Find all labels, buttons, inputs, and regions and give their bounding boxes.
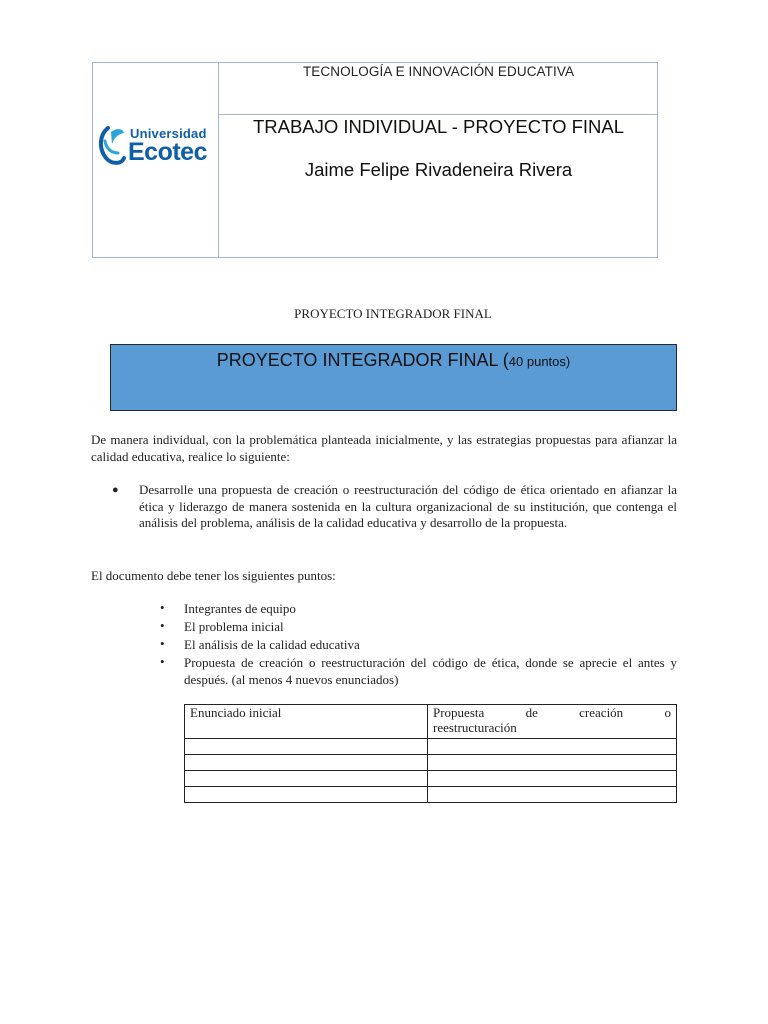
table-cell[interactable] [428,739,677,755]
bullet-dot-icon: • [160,654,165,669]
list-item: Integrantes de equipo [184,601,296,616]
list-item: El problema inicial [184,619,284,634]
table-row [185,771,677,787]
banner-title [110,350,677,371]
table-cell[interactable] [428,755,677,771]
header-divider-horizontal [218,114,658,115]
table-cell[interactable] [428,771,677,787]
table-header-initial: Enunciado inicial [185,705,428,739]
table-cell[interactable] [428,787,677,803]
list-item: Propuesta de creación o reestructuración del código de ética, donde se aprecie el antes y después. (al menos 4 nuevos enunciados) [184,655,677,687]
list-item: El análisis de la calidad educativa [184,637,360,652]
table-row [185,739,677,755]
table-cell[interactable] [185,739,428,755]
table-header-proposal-line2: reestructuración [433,720,517,735]
document-points-intro: El documento debe tener los siguientes puntos: [91,568,336,583]
logo-line-universidad: Universidad [130,126,207,141]
statements-table [184,704,677,803]
bullet-dot-icon: • [160,636,165,651]
course-name: TECNOLOGÍA E INNOVACIÓN EDUCATIVA [302,64,575,79]
main-task-bullet: Desarrolle una propuesta de creación o reestructuración del código de ética orientado en afianzar la ética y liderazgo de manera sostenida en la cultura organizacional de su institución, que contenga el análisis del problema, análisis de la calidad educativa y desarrollo de la propuesta. [139,482,677,530]
logo-line-ecotec: Ecotec [128,138,207,166]
document-subtitle: PROYECTO INTEGRADOR FINAL [294,306,492,321]
table-cell[interactable] [185,755,428,771]
table-cell[interactable] [185,771,428,787]
table-row [185,755,677,771]
banner-points: 40 puntos) [508,354,571,369]
author-name: Jaime Felipe Rivadeneira Rivera [304,159,573,180]
banner-title-main: PROYECTO INTEGRADOR FINAL ( [216,350,509,370]
intro-paragraph: De manera individual, con la problemática planteada inicialmente, y las estrategias propuestas para afianzar la calidad educativa, realice lo siguiente: [91,432,677,464]
table-header-proposal [428,705,677,739]
bullet-dot-icon: • [160,618,165,633]
table-row [185,787,677,803]
table-header-proposal-line1: Propuesta de creación o [433,705,671,720]
bullet-dot-icon: • [160,600,165,615]
work-title: TRABAJO INDIVIDUAL - PROYECTO FINAL [252,116,625,137]
table-cell[interactable] [185,787,428,803]
bullet-dot-icon: ● [112,484,119,496]
table-header-row [185,705,677,739]
